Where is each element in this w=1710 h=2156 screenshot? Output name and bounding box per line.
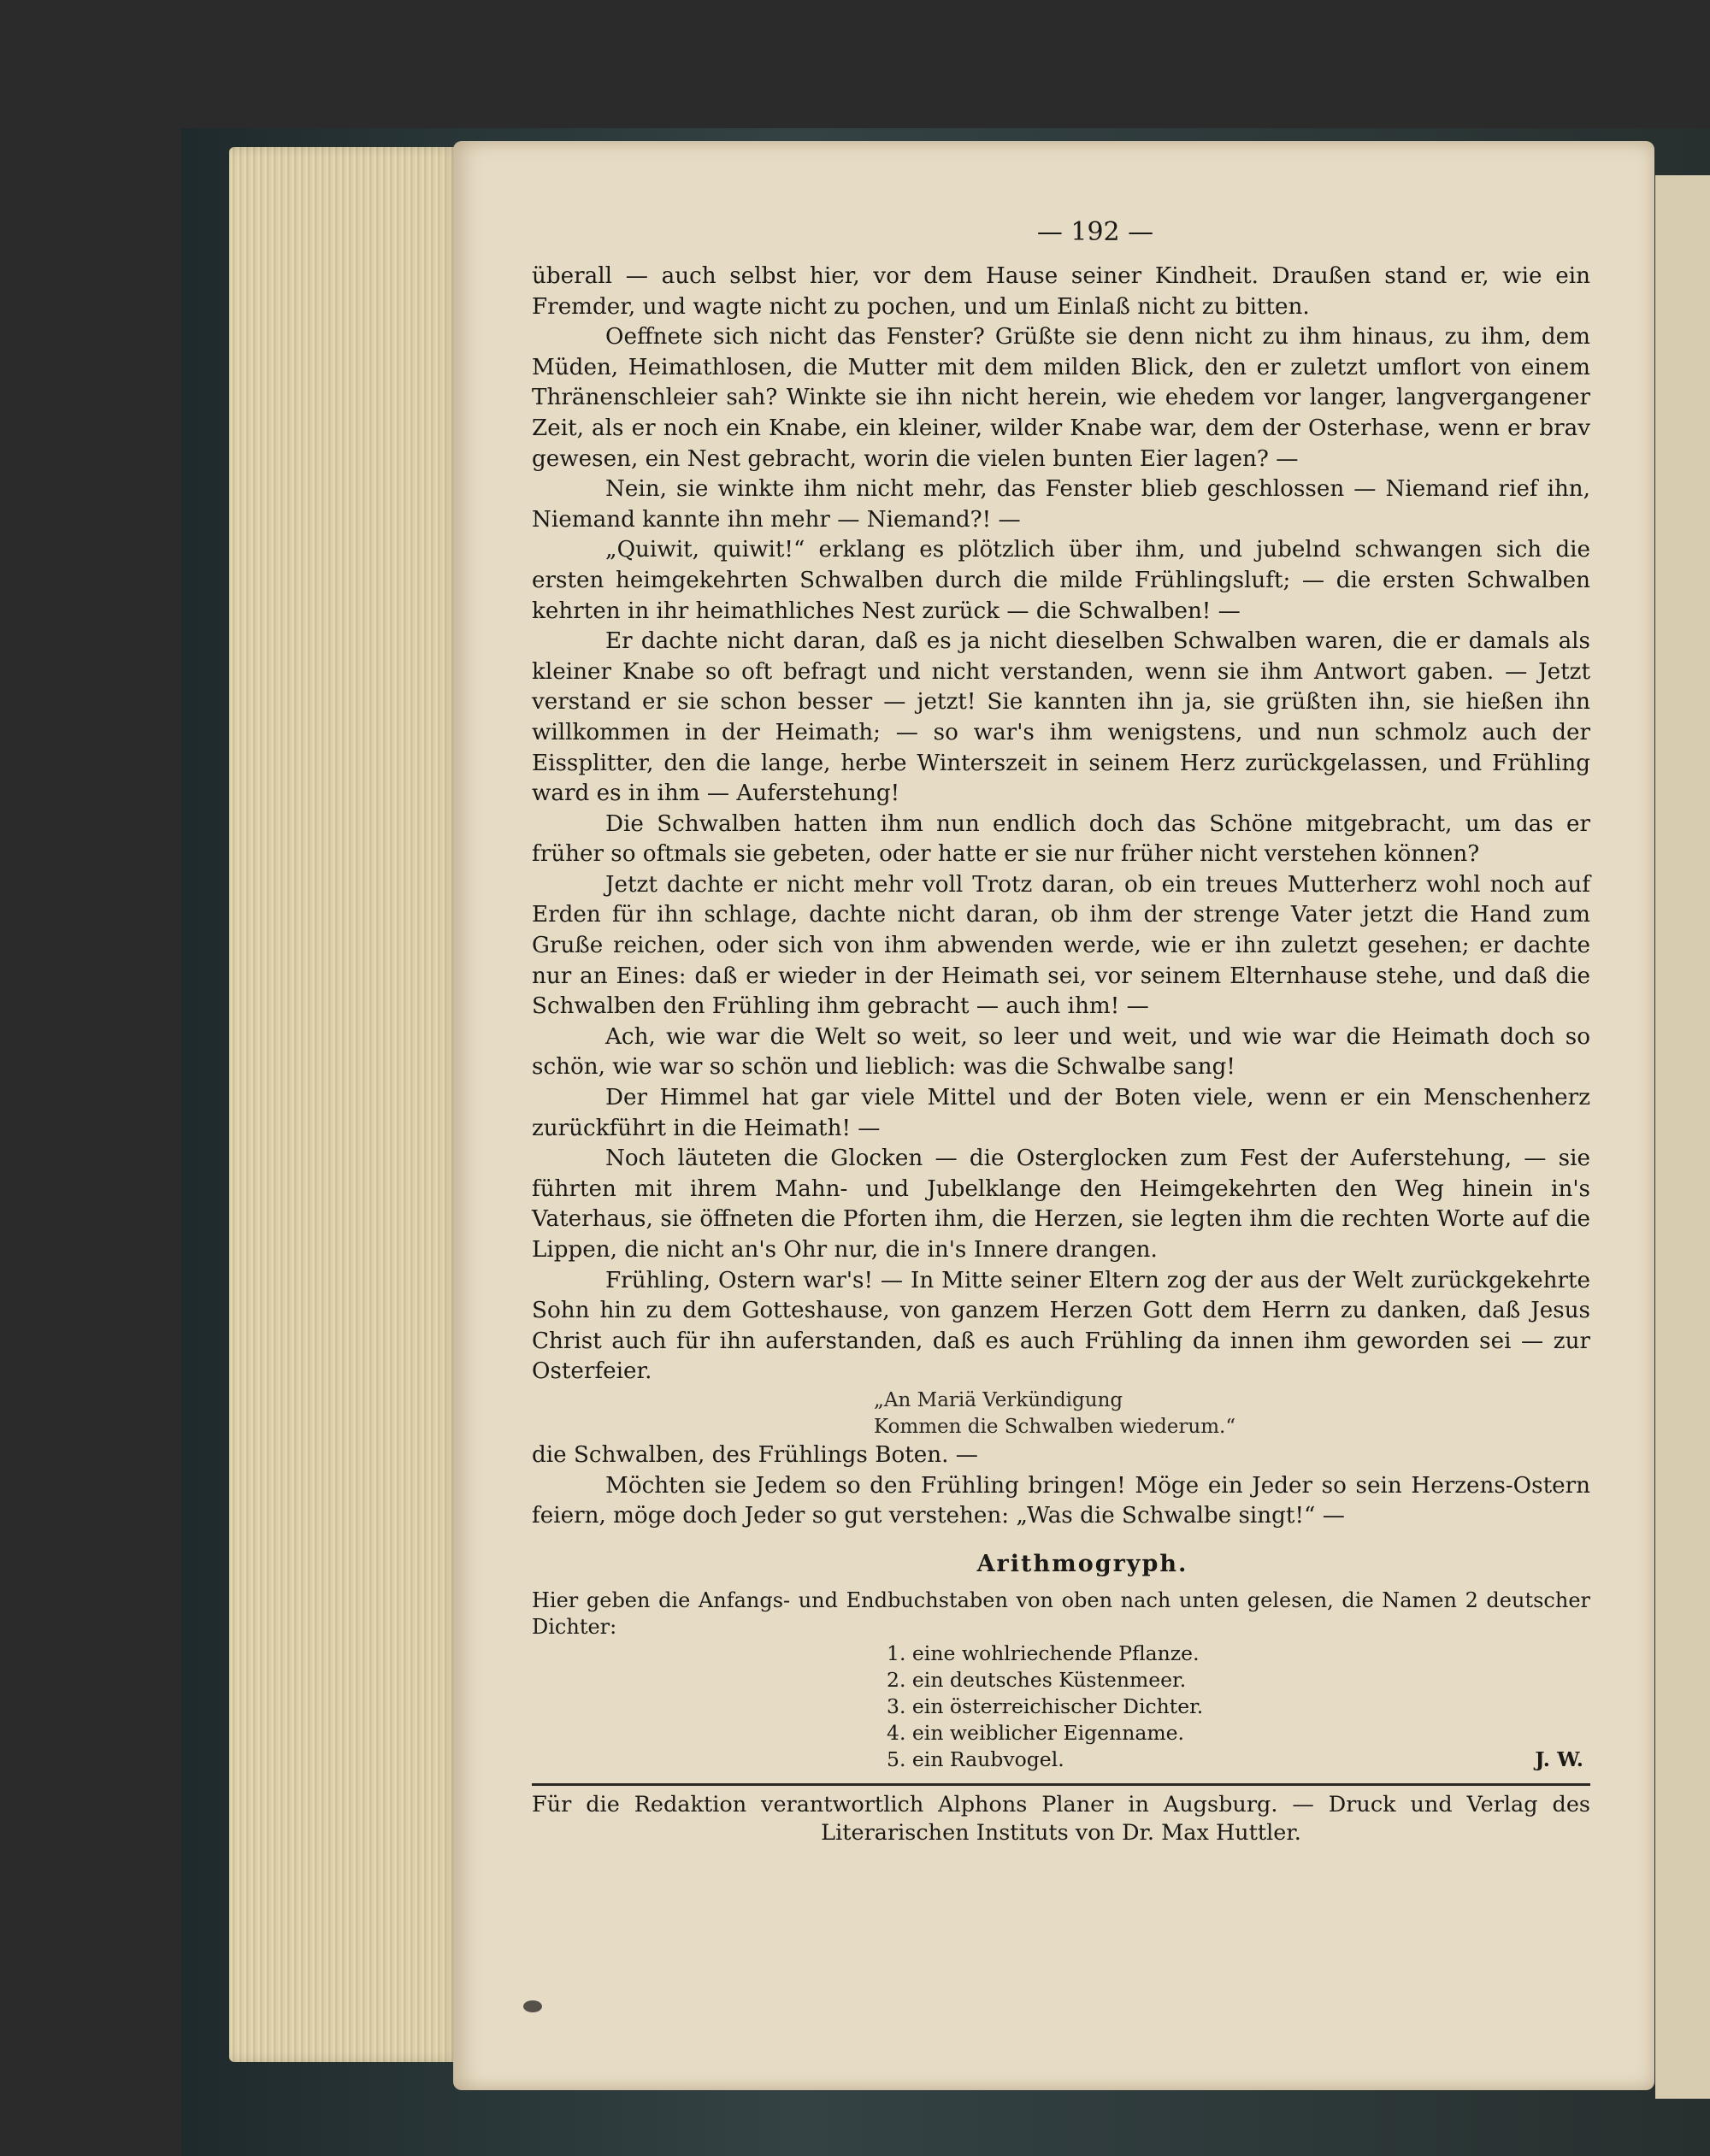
riddle-title: Arithmogryph. xyxy=(976,1550,1188,1577)
riddle-item: 1. eine wohlriechende Pflanze. xyxy=(887,1641,1200,1666)
paragraph: Der Himmel hat gar viele Mittel und der Boten viele, wenn er ein Menschenherz zurückführt in die Heimath! — xyxy=(532,1085,1590,1141)
page-number: — 192 — xyxy=(1036,217,1154,247)
page-content xyxy=(532,215,1590,1847)
paragraph: Ach, wie war die Welt so weit, so leer und weit, und wie war die Heimath doch so schön, wie war so schön und lieblich: was die Schwalbe sang! xyxy=(532,1023,1590,1081)
riddle-item: 3. ein österreichischer Dichter. xyxy=(887,1694,1204,1719)
paragraph: Jetzt dachte er nicht mehr voll Trotz daran, ob ein treues Mutterherz wohl noch auf Erden für ihn schlage, dachte nicht daran, ob ihm der strenge Vater jetzt die Hand zum Gruße reichen, oder sich von ihm abwenden werde, wie er ihn zuletzt gesehen; er dachte nur an Eines: daß er wieder in der Heimath sei, vor seinem Elternhause stehe, und daß die Schwalben den Frühling ihm gebracht — auch ihm! — xyxy=(532,871,1590,1020)
paragraph: Noch läuteten die Glocken — die Osterglocken zum Fest der Auferstehung, — sie führten mit ihrem Mahn- und Jubelklange den Heimgekehrten den Weg hinein in's Vaterhaus, sie öffneten die Pforten ihm, die Herzen, sie legten ihm die rechten Worte auf die Lippen, die nicht an's Ohr nur, die in's Innere drangen. xyxy=(532,1146,1590,1263)
riddle-item: 4. ein weiblicher Eigenname. xyxy=(887,1721,1185,1746)
paragraph: Er dachte nicht daran, daß es ja nicht dieselben Schwalben waren, die er damals als kleiner Knabe so oft befragt und nicht verstanden, wenn sie ihm Antwort gaben. — Jetzt verstand er sie schon besser — jetzt! Sie kannten ihn ja, sie grüßten ihn, sie hießen ihn willkommen in der Heimath; — so war's ihm wenigstens, und nun schmolz auch der Eissplitter, den die lange, herbe Winterszeit in seinem Herz zurückgelassen, und Frühling ward es in ihm — Auferstehung! xyxy=(532,628,1590,807)
paragraph: Frühling, Ostern war's! — In Mitte seiner Eltern zog der aus der Welt zurückgekehrte Sohn hin zu dem Gotteshause, von ganzem Herzen Gott dem Herrn zu danken, daß Jesus Christ auch für ihn auferstanden, daß es auch Frühling da innen ihm geworden sei — zur Osterfeier. xyxy=(532,1267,1590,1385)
divider-rule xyxy=(532,1783,1590,1786)
next-page-edge xyxy=(1655,175,1710,2099)
riddle-intro: Hier geben die Anfangs- und Endbuchstaben von oben nach unten gelesen, die Namen 2 deutscher Dichter: xyxy=(532,1588,1590,1640)
riddle-item: 5. ein Raubvogel. xyxy=(887,1747,1064,1772)
riddle-last-row xyxy=(887,1747,1590,1773)
riddle-item: 2. ein deutsches Küstenmeer. xyxy=(887,1668,1187,1693)
quote-line: Kommen die Schwalben wiederum.“ xyxy=(874,1415,1236,1438)
binding-mark xyxy=(523,2000,542,2012)
paragraph: Oeffnete sich nicht das Fenster? Grüßte sie denn nicht zu ihm hinaus, zu ihm, dem Müden, Heimathlosen, die Mutter mit dem milden Blick, den er zuletzt umflort von einem Thränenschleier sah? Winkte sie ihn nicht herein, wie ehedem vor langer, langvergangener Zeit, als er noch ein Knabe, ein kleiner, wilder Knabe war, dem der Osterhase, wenn er brav gewesen, ein Nest gebracht, worin die vielen bunten Eier lagen? — xyxy=(532,324,1590,472)
paragraph: die Schwalben, des Frühlings Boten. — xyxy=(532,1441,978,1468)
imprint: Für die Redaktion verantwortlich Alphons Planer in Augsburg. — Druck und Verlag des Literarischen Instituts von Dr. Max Huttler. xyxy=(532,1792,1590,1847)
page-edges xyxy=(229,147,460,2062)
closing-paragraph: Möchten sie Jedem so den Frühling bringen! Möge ein Jeder so sein Herzens-Ostern feiern, möge doch Jeder so gut verstehen: „Was die Schwalbe singt!“ — xyxy=(532,1472,1590,1529)
paragraph: Nein, sie winkte ihm nicht mehr, das Fenster blieb geschlossen — Niemand rief ihn, Niemand kannte ihn mehr — Niemand?! — xyxy=(532,476,1590,533)
paragraph: Die Schwalben hatten ihm nun endlich doch das Schöne mitgebracht, um das er früher so oftmals sie gebeten, oder hatte er sie nur früher nicht verstehen können? xyxy=(532,810,1590,868)
signature: J. W. xyxy=(1535,1747,1583,1772)
paragraph: überall — auch selbst hier, vor dem Hause seiner Kindheit. Draußen stand er, wie ein Fremder, und wagte nicht zu pochen, und um Einlaß nicht zu bitten. xyxy=(532,263,1590,320)
paragraph: „Quiwit, quiwit!“ erklang es plötzlich über ihm, und jubelnd schwangen sich die ersten heimgekehrten Schwalben durch die milde Frühlingsluft; — die ersten Schwalben kehrten in ihr heimathliches Nest zurück — die Schwalben! — xyxy=(532,537,1590,624)
riddle-list xyxy=(532,1641,1590,1773)
quote-block xyxy=(532,1387,1590,1440)
quote-line: „An Mariä Verkündigung xyxy=(874,1388,1123,1411)
